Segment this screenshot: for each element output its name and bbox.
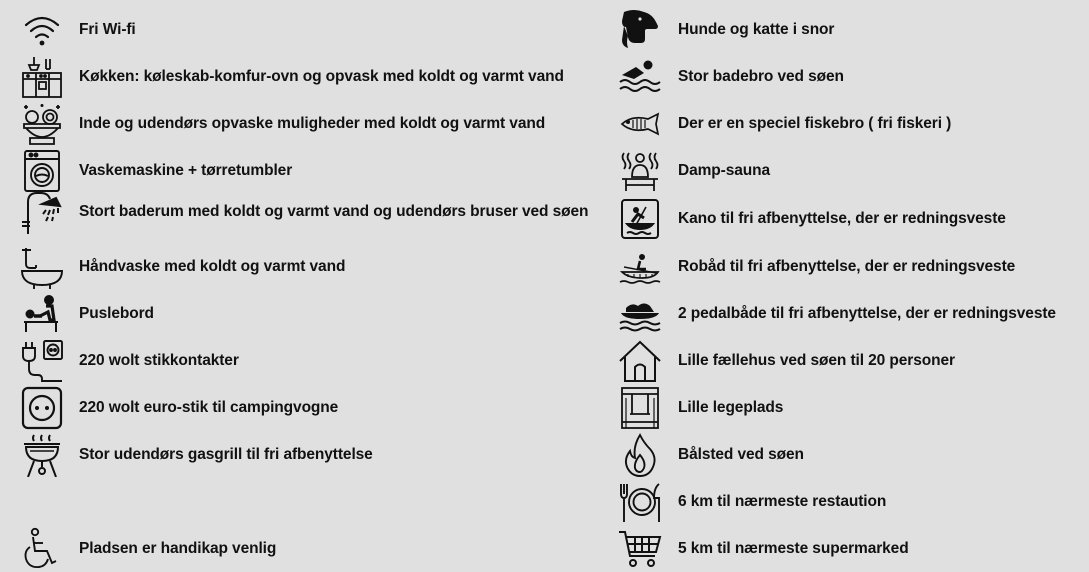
amenity-kitchen (18, 54, 564, 100)
wifi-icon (18, 7, 66, 53)
restaurant-icon (616, 479, 664, 525)
amenity-grill (18, 432, 373, 478)
grill-icon (18, 432, 66, 478)
amenity-label: Bålsted ved søen (678, 446, 804, 463)
amenity-washing-machine (18, 148, 292, 194)
amenity-label: 5 km til nærmeste supermarked (678, 540, 909, 557)
amenity-shower (18, 189, 588, 235)
amenity-label: Lille fællehus ved søen til 20 personer (678, 352, 955, 369)
playground-icon (616, 385, 664, 431)
power-plug-icon (18, 338, 66, 384)
amenity-label: 220 wolt stikkontakter (79, 352, 239, 369)
amenity-house (616, 338, 955, 384)
amenity-canoe (616, 196, 1006, 242)
euro-socket-icon (18, 385, 66, 431)
sink-icon (18, 244, 66, 290)
amenity-label: Vaskemaskine + tørretumbler (79, 162, 293, 179)
amenity-label: 6 km til nærmeste restaution (678, 493, 887, 510)
amenity-label: 2 pedalbåde til fri afbenyttelse, der er redningsveste (678, 305, 1056, 322)
amenity-label: Lille legeplads (678, 399, 784, 416)
amenity-restaurant (616, 479, 886, 525)
amenity-pedal-boat (616, 291, 1056, 337)
amenity-dog (616, 7, 834, 53)
amenity-label: Hunde og katte i snor (678, 21, 835, 38)
amenity-label: Damp-sauna (678, 162, 771, 179)
amenity-playground (616, 385, 783, 431)
amenity-label: Puslebord (79, 305, 154, 322)
amenity-wifi (18, 7, 136, 53)
washing-machine-icon (18, 148, 66, 194)
canoe-icon (616, 196, 664, 242)
kitchen-icon (18, 54, 66, 100)
amenity-swimmer (616, 54, 844, 100)
sauna-icon (616, 148, 664, 194)
wheelchair-icon (18, 526, 66, 572)
amenity-rowboat (616, 244, 1015, 290)
amenity-label: Stort baderum med koldt og varmt vand og udendørs bruser ved søen (79, 203, 589, 220)
amenity-sauna (616, 148, 770, 194)
fish-icon (616, 101, 664, 147)
swimmer-icon (616, 54, 664, 100)
dishes-icon (18, 101, 66, 147)
rowboat-icon (616, 244, 664, 290)
shower-icon (18, 189, 66, 235)
amenity-fire (616, 432, 804, 478)
amenity-label: Stor badebro ved søen (678, 68, 844, 85)
fire-icon (616, 432, 664, 478)
baby-changing-icon (18, 291, 66, 337)
shopping-cart-icon (616, 526, 664, 572)
amenity-fish (616, 101, 951, 147)
amenity-label: 220 wolt euro-stik til campingvogne (79, 399, 339, 416)
amenity-label: Pladsen er handikap venlig (79, 540, 277, 557)
pedal-boat-icon (616, 291, 664, 337)
amenity-baby-changing (18, 291, 154, 337)
amenity-power-plug (18, 338, 239, 384)
amenity-label: Der er en speciel fiskebro ( fri fiskeri ) (678, 115, 952, 132)
amenity-euro-socket (18, 385, 338, 431)
dog-icon (616, 7, 664, 53)
amenity-label: Håndvaske med koldt og varmt vand (79, 258, 346, 275)
amenity-shopping-cart (616, 526, 909, 572)
house-icon (616, 338, 664, 384)
amenity-label: Inde og udendørs opvaske muligheder med koldt og varmt vand (79, 115, 546, 132)
amenity-label: Robåd til fri afbenyttelse, der er redningsveste (678, 258, 1016, 275)
amenity-label: Kano til fri afbenyttelse, der er redningsveste (678, 210, 1006, 227)
amenity-label: Køkken: køleskab-komfur-ovn og opvask med koldt og varmt vand (79, 68, 564, 85)
amenity-wheelchair (18, 526, 276, 572)
amenity-sink (18, 244, 345, 290)
amenity-label: Stor udendørs gasgrill til fri afbenyttelse (79, 446, 373, 463)
amenity-dishes (18, 101, 545, 147)
amenity-label: Fri Wi-fi (79, 21, 136, 38)
